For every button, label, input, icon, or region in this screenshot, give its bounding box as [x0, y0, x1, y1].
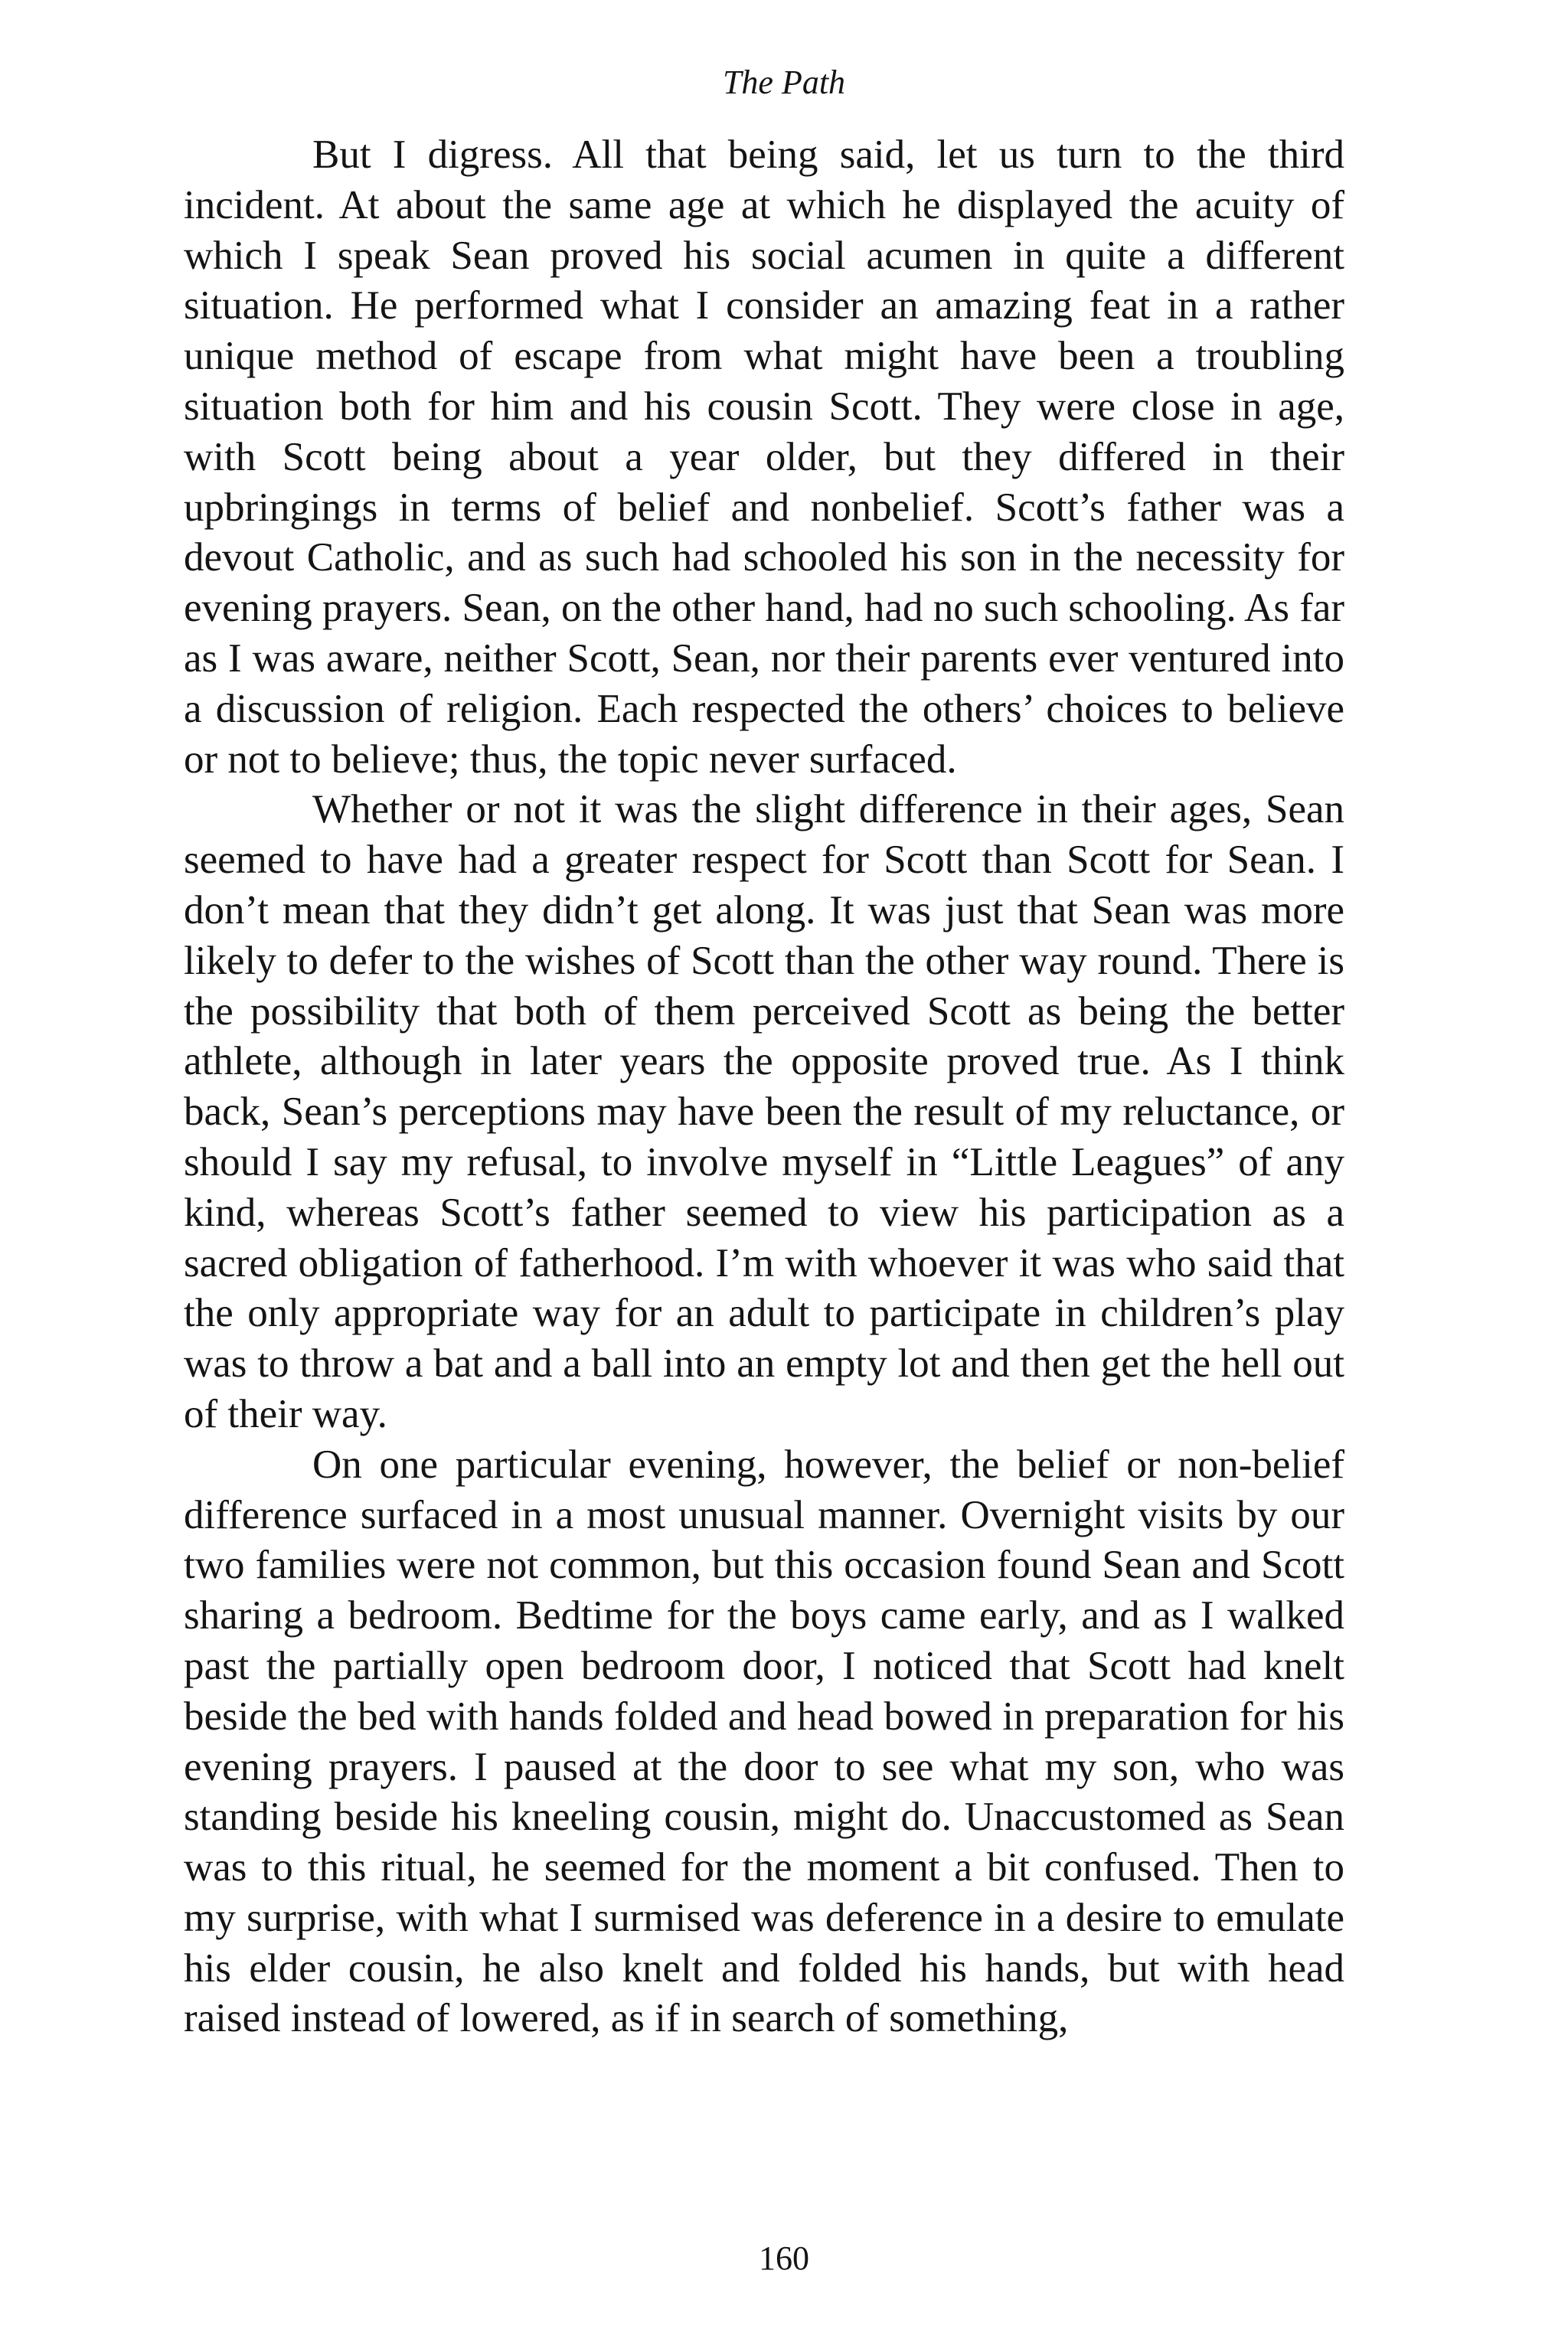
page-number: 160 [759, 2239, 809, 2277]
paragraph: On one particular evening, however, the belief or non-belief difference surfaced in a most unusual manner. Overnight visits by our two families were not common, but this occasion found Sean and Scott sharing a bedroom. Bedtime for the boys came early, and as I walked past the partially open bedroom door, I noticed that Scott had knelt beside the bed with hands folded and head bowed in preparation for his evening prayers. I paused at the door to see what my son, who was standing beside his kneeling cousin, might do. Unaccustomed as Sean was to this ritual, he seemed for the moment a bit confused. Then to my surprise, with what I surmised was deference in a desire to emulate his elder cousin, he also knelt and folded his hands, but with head raised instead of lowered, as if in search of something, [184, 1442, 1344, 2041]
running-header: The Path [722, 64, 846, 101]
paragraph: But I digress. All that being said, let us turn to the third incident. At about the same age at which he displayed the acuity of which I speak Sean proved his social acumen in quite a different situation. He performed what I consider an amazing feat in a rather unique method of escape from what might have been a troubling situation both for him and his cousin Scott. They were close in age, with Scott being about a year older, but they differed in their upbringings in terms of belief and nonbelief. Scott’s father was a devout Catholic, and as such had schooled his son in the necessity for evening prayers. Sean, on the other hand, had no such schooling. As far as I was aware, neither Scott, Sean, nor their parents ever ventured into a discussion of religion. Each respected the others’ choices to believe or not to believe; thus, the topic never surfaced. [184, 132, 1345, 782]
body-text [184, 130, 1344, 2044]
paragraph: Whether or not it was the slight difference in their ages, Sean seemed to have had a greater respect for Scott than Scott for Sean. I don’t mean that they didn’t get along. It was just that Sean was more likely to defer to the wishes of Scott than the other way round. There is the possibility that both of them perceived Scott as being the better athlete, although in later years the opposite proved true. As I think back, Sean’s perceptions may have been the result of my reluctance, or should I say my refusal, to involve myself in “Little Leagues” of any kind, whereas Scott’s father seemed to view his participation as a sacred obligation of fatherhood. I’m with whoever it was who said that the only appropriate way for an adult to participate in children’s play was to throw a bat and a ball into an empty lot and then get the hell out of their way. [184, 787, 1344, 1436]
